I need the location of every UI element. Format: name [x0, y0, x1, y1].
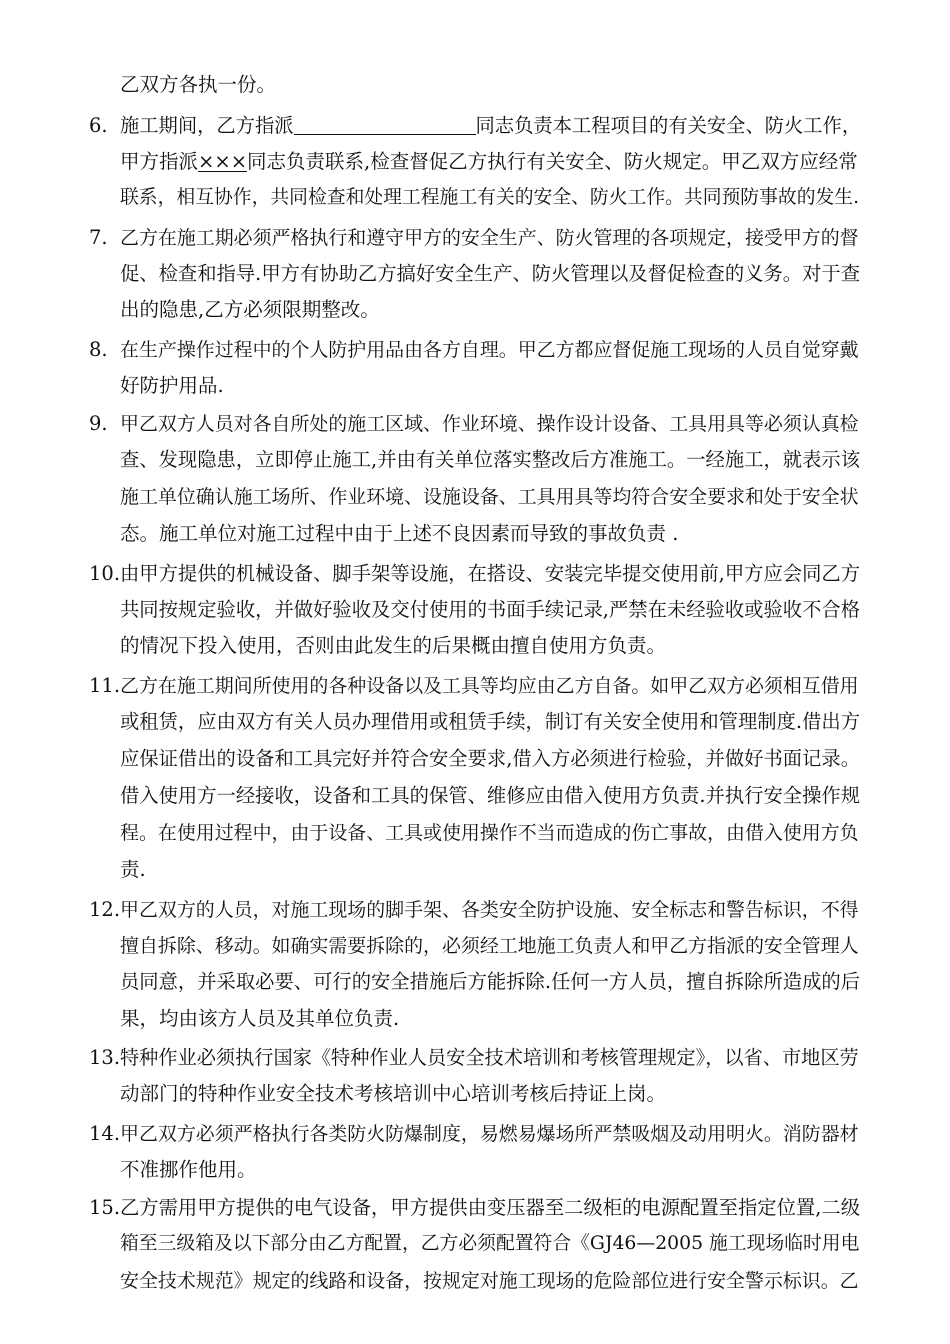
item-11-line: 应保证借出的设备和工具完好并符合安全要求,借入方必须进行检验，并做好书面记录。 — [120, 747, 861, 770]
item-12-line: 擅自拆除、移动。如确实需要拆除的，必须经工地施工负责人和甲乙方指派的安全管理人 — [120, 935, 859, 957]
item-15-line: 乙方需用甲方提供的电气设备，甲方提供由变压器至二级柜的电源配置至指定位置,二级 — [120, 1196, 861, 1219]
item-8-line: 好防护用品. — [120, 374, 224, 397]
item-11-line: 责. — [120, 858, 146, 881]
item-10-line: 由甲方提供的机械设备、脚手架等设施，在搭设、安装完毕提交使用前,甲方应会同乙方 — [120, 562, 861, 585]
item-13-number: 13. — [89, 1046, 121, 1069]
intro-line: 乙双方各执一份。 — [120, 73, 277, 96]
item-11-line: 乙方在施工期间所使用的各种设备以及工具等均应由乙方自备。如甲乙双方必须相互借用 — [120, 675, 859, 697]
item-6-text-after-name: 同志负责联系,检查督促乙方执行有关安全、防火规定。甲乙双方应经常 — [247, 150, 858, 173]
item-12-number: 12. — [89, 898, 121, 921]
item-9-line: 查、发现隐患，立即停止施工,并由有关单位落实整改后方准施工。一经施工，就表示该 — [120, 448, 861, 471]
item-12-line: 甲乙双方的人员，对施工现场的脚手架、各类安全防护设施、安全标志和警告标识，不得 — [120, 899, 859, 921]
fill-in-blank — [294, 114, 476, 135]
item-7-line: 出的隐患,乙方必须限期整改。 — [120, 298, 380, 321]
item-15-number: 15. — [89, 1196, 121, 1219]
item-7-number: 7. — [89, 226, 108, 249]
item-11-line: 程。在使用过程中，由于设备、工具或使用操作不当而造成的伤亡事故，由借入使用方负 — [120, 822, 859, 844]
placeholder-name: ××× — [198, 150, 248, 173]
item-6-line-3: 联系，相互协作，共同检查和处理工程施工有关的安全、防火工作。共同预防事故的发生. — [120, 187, 860, 208]
item-9-line: 施工单位确认施工场所、作业环境、设施设备、工具用具等均符合安全要求和处于安全状 — [120, 486, 859, 508]
item-12-line: 员同意，并采取必要、可行的安全措施后方能拆除.任何一方人员，擅自拆除所造成的后 — [120, 970, 861, 993]
item-8-line: 在生产操作过程中的个人防护用品由各方自理。甲乙方都应督促施工现场的人员自觉穿戴 — [120, 339, 859, 361]
item-14-number: 14. — [89, 1122, 121, 1145]
item-13-line: 特种作业必须执行国家《特种作业人员安全技术培训和考核管理规定》，以省、市地区劳 — [120, 1046, 859, 1069]
item-11-line: 借入使用方一经接收，设备和工具的保管、维修应由借入使用方负责.并执行安全操作规 — [120, 784, 861, 807]
item-6-text-before-blank: 施工期间，乙方指派 — [120, 114, 294, 137]
item-6-text-before-name: 甲方指派 — [120, 150, 199, 173]
item-9-line: 甲乙双方人员对各自所处的施工区域、作业环境、操作设计设备、工具用具等必须认真检 — [120, 413, 859, 435]
item-12-line: 果，均由该方人员及其单位负责. — [120, 1007, 400, 1030]
item-10-line: 共同按规定验收，并做好验收及交付使用的书面手续记录,严禁在未经验收或验收不合格 — [120, 598, 861, 621]
item-15-line: 安全技术规范》规定的线路和设备，按规定对施工现场的危险部位进行安全警示标识。乙 — [120, 1270, 859, 1292]
item-9-number: 9. — [89, 412, 108, 435]
item-11-line: 或租赁，应由双方有关人员办理借用或租赁手续，制订有关安全使用和管理制度.借出方 — [120, 710, 861, 733]
item-13-line: 动部门的特种作业安全技术考核培训中心培训考核后持证上岗。 — [120, 1082, 667, 1105]
item-14-line: 不准挪作他用。 — [120, 1158, 257, 1181]
item-7-line: 促、检查和指导.甲方有协助乙方搞好安全生产、防火管理以及督促检查的义务。对于查 — [120, 262, 861, 285]
item-6-text-after-blank: 同志负责本工程项目的有关安全、防火工作， — [475, 114, 862, 137]
item-6-line-2 — [120, 150, 858, 174]
item-6-number: 6. — [89, 114, 108, 137]
item-8-number: 8. — [89, 338, 108, 361]
item-10-number: 10. — [89, 562, 121, 585]
item-11-number: 11. — [89, 674, 121, 697]
item-10-line: 的情况下投入使用，否则由此发生的后果概由擅自使用方负责。 — [120, 634, 667, 657]
item-7-line: 乙方在施工期必须严格执行和遵守甲方的安全生产、防火管理的各项规定，接受甲方的督 — [120, 227, 859, 249]
item-6-line-1 — [120, 114, 861, 138]
item-9-line: 态。施工单位对施工过程中由于上述不良因素而导致的事故负责 . — [120, 522, 679, 545]
item-15-line: 箱至三级箱及以下部分由乙方配置，乙方必须配置符合《GJ46—2005 施工现场临时用电 — [120, 1233, 860, 1254]
item-14-line: 甲乙双方必须严格执行各类防火防爆制度，易燃易爆场所严禁吸烟及动用明火。消防器材 — [120, 1123, 859, 1145]
